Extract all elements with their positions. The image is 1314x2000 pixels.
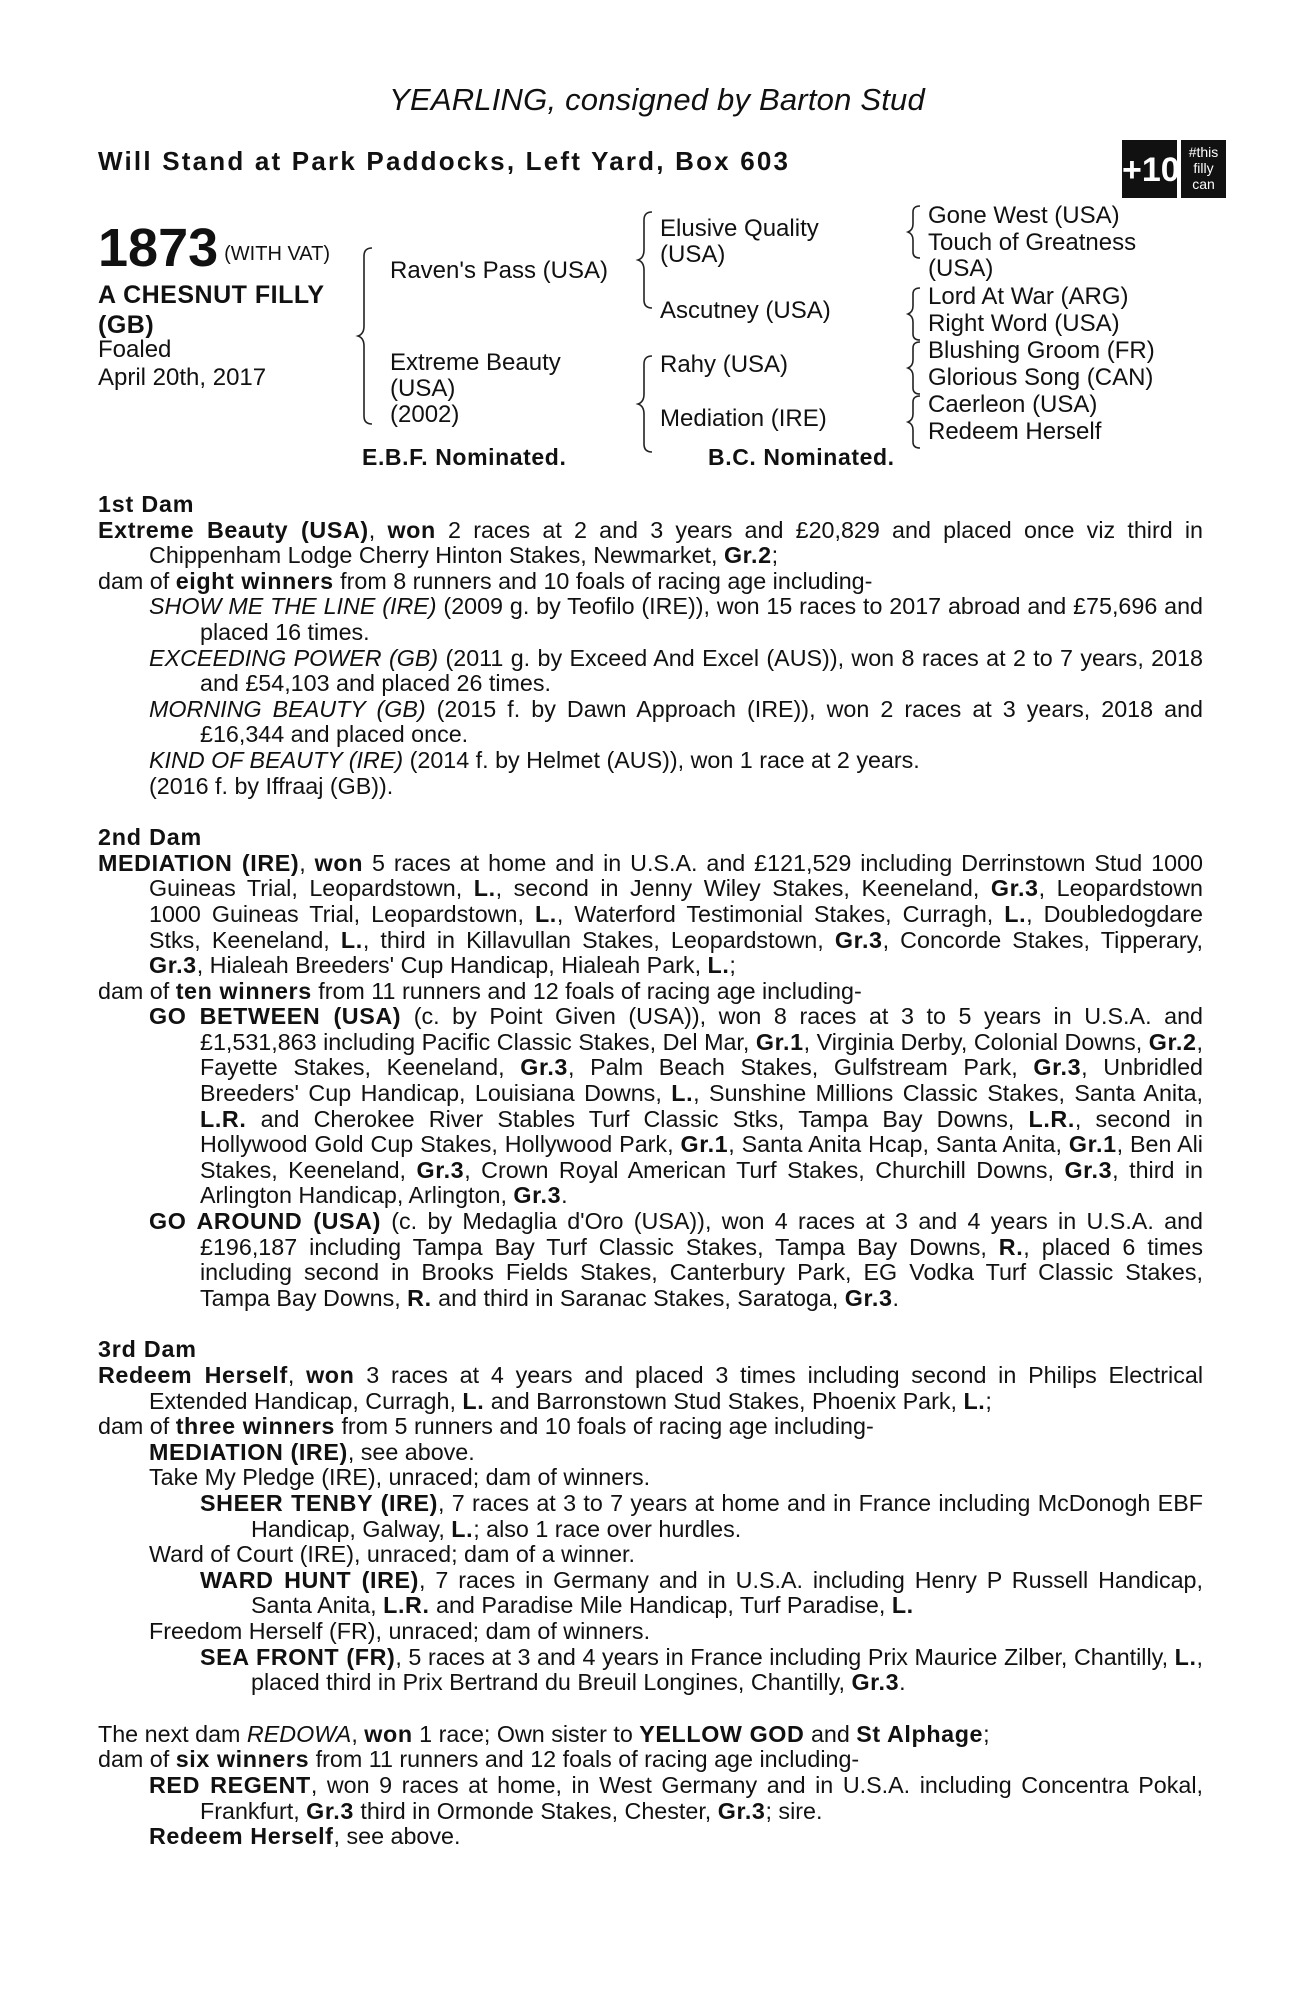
ped-ddd: Redeem Herself xyxy=(928,418,1102,445)
produce-item: SHOW ME THE LINE (IRE) (2009 g. by Teofilo (IRE)), won 15 races to 2017 abroad and £75,696 and placed 16 times. xyxy=(149,593,1204,645)
brace-ds xyxy=(908,342,920,394)
section-heading: 2nd Dam xyxy=(98,824,202,851)
produce-item: Freedom Herself (FR), unraced; dam of winners. xyxy=(149,1617,651,1644)
ped-dam-dam: Mediation (IRE) xyxy=(660,405,827,432)
brace-ss xyxy=(908,206,920,258)
first-dam-section xyxy=(98,492,1203,799)
dam-produce-intro: dam of eight winners from 8 runners and 10 foals of racing age including- xyxy=(98,567,873,594)
dam-produce-intro: dam of ten winners from 11 runners and 12 foals of racing age including- xyxy=(98,977,862,1004)
produce-item: MORNING BEAUTY (GB) (2015 f. by Dawn Approach (IRE)), won 2 races at 3 years, 2018 and £16,344 and placed once. xyxy=(149,695,1203,748)
catalogue-body xyxy=(98,492,1203,1850)
produce-item: MEDIATION (IRE), see above. xyxy=(149,1438,475,1465)
section-heading: 1st Dam xyxy=(98,491,195,517)
second-dam-section xyxy=(98,825,1203,1311)
third-dam-section xyxy=(98,1337,1203,1695)
produce-item: Ward of Court (IRE), unraced; dam of a winner. xyxy=(149,1541,635,1568)
produce-item: (2016 f. by Iffraaj (GB)). xyxy=(149,772,394,799)
dam-produce-intro: dam of three winners from 5 runners and 10 foals of racing age including- xyxy=(98,1413,874,1440)
lot-number: 1873 (WITH VAT) xyxy=(98,218,331,278)
dam-summary: MEDIATION (IRE), won 5 races at home and in U.S.A. and £121,529 including Derrinstown Stud 1000 Guineas Trial, Leopardstown, L., second in Jenny Wiley Stakes, Keeneland, Gr.3, Leopardstown 1000 Guineas Trial, Leopardstown, L., Waterford Testimonial Stakes, Curragh, L., Doubledogdare Stks, Keeneland, L., third in Killavullan Stakes, Leopardstown, Gr.3, Concorde Stakes, Tipperary, Gr.3, Hialeah Breeders' Cup Handicap, Hialeah Park, L.; xyxy=(98,849,1204,979)
ped-sss: Gone West (USA) xyxy=(928,202,1120,229)
ped-ssd: Touch of Greatness (USA) xyxy=(928,229,1137,282)
brace-gen1 xyxy=(358,248,372,424)
produce-item: SHEER TENBY (IRE), 7 races at 3 to 7 years at home and in France including McDonogh EBF Handicap, Galway, L.; also 1 race over hurdles. xyxy=(200,1489,1203,1542)
this-filly-can-badge: #this filly can xyxy=(1181,140,1226,198)
bc-nominated: B.C. Nominated. xyxy=(708,444,895,470)
dam-produce-intro: dam of six winners from 11 runners and 12 foals of racing age including- xyxy=(98,1746,860,1773)
produce-item: EXCEEDING POWER (GB) (2011 g. by Exceed And Excel (AUS)), won 8 races at 2 to 7 years, 2018 and £54,103 and placed 26 times. xyxy=(149,644,1203,697)
produce-item: RED REGENT, won 9 races at home, in West Germany and in U.S.A. including Concentra Pokal, Frankfurt, Gr.3 third in Ormonde Stakes, Chester, Gr.3; sire. xyxy=(149,1771,1203,1824)
next-dam-summary: The next dam REDOWA, won 1 race; Own sister to YELLOW GOD and St Alphage; xyxy=(98,1720,990,1747)
ped-dsd: Glorious Song (CAN) xyxy=(928,364,1154,391)
next-dam-section xyxy=(98,1722,1203,1850)
brace-dam xyxy=(638,356,652,452)
ped-sdd: Right Word (USA) xyxy=(928,310,1120,337)
dam-summary: Redeem Herself, won 3 races at 4 years and placed 3 times including second in Philips Electrical Extended Handicap, Curragh, L. and Barronstown Stud Stakes, Phoenix Park, L.; xyxy=(98,1362,1203,1414)
page-header: YEARLING, consigned by Barton Stud xyxy=(389,82,925,117)
produce-item: Take My Pledge (IRE), unraced; dam of winners. xyxy=(149,1464,651,1491)
ebf-nominated: E.B.F. Nominated. xyxy=(362,444,567,470)
ped-sds: Lord At War (ARG) xyxy=(928,283,1129,310)
produce-item: SEA FRONT (FR), 5 races at 3 and 4 years in France including Prix Maurice Zilber, Chantilly, L., placed third in Prix Bertrand du Breuil Longines, Chantilly, Gr.3. xyxy=(200,1643,1204,1696)
brace-sd xyxy=(908,288,920,340)
ped-dam: Extreme Beauty (USA) (2002) xyxy=(390,349,561,428)
plus10-badge: +10 xyxy=(1122,140,1177,198)
ped-dss: Blushing Groom (FR) xyxy=(928,337,1155,364)
produce-item: WARD HUNT (IRE), 7 races in Germany and in U.S.A. including Henry P Russell Handicap, Santa Anita, L.R. and Paradise Mile Handicap, Turf Paradise, L. xyxy=(200,1566,1203,1619)
ped-dds: Caerleon (USA) xyxy=(928,391,1098,418)
horse-description: A CHESNUT FILLY (GB) xyxy=(98,281,325,339)
produce-item: Redeem Herself, see above. xyxy=(149,1823,461,1850)
brace-dd xyxy=(908,396,920,448)
ped-dam-sire: Rahy (USA) xyxy=(660,351,789,378)
produce-item: GO AROUND (USA) (c. by Medaglia d'Oro (USA)), won 4 races at 3 and 4 years in U.S.A. and £196,187 including Tampa Bay Turf Classic Stakes, Tampa Bay Downs, R., placed 6 times including second in Brooks Fields Stakes, Canterbury Park, EG Vodka Turf Classic Stakes, Tampa Bay Downs, R. and third in Saranac Stakes, Saratoga, Gr.3. xyxy=(149,1208,1203,1311)
section-heading: 3rd Dam xyxy=(98,1336,197,1363)
ped-sire: Raven's Pass (USA) xyxy=(390,257,608,284)
produce-item: KIND OF BEAUTY (IRE) (2014 f. by Helmet (AUS)), won 1 race at 2 years. xyxy=(149,746,920,773)
ped-sire-sire: Elusive Quality (USA) xyxy=(660,215,819,268)
brace-sire xyxy=(638,212,652,308)
stand-location: Will Stand at Park Paddocks, Left Yard, Box 603 xyxy=(98,146,791,176)
foaled-info: Foaled April 20th, 2017 xyxy=(98,336,267,391)
ped-sire-dam: Ascutney (USA) xyxy=(660,297,831,324)
dam-summary: Extreme Beauty (USA), won 2 races at 2 and 3 years and £20,829 and placed once viz third in Chippenham Lodge Cherry Hinton Stakes, Newmarket, Gr.2; xyxy=(98,516,1204,569)
produce-item: GO BETWEEN (USA) (c. by Point Given (USA)), won 8 races at 3 to 5 years in U.S.A. and £1,531,863 including Pacific Classic Stakes, Del Mar, Gr.1, Virginia Derby, Colonial Downs, Gr.2, Fayette Stakes, Keeneland, Gr.3, Palm Beach Stakes, Gulfstream Park, Gr.3, Unbridled Breeders' Cup Handicap, Louisiana Downs, L., Sunshine Millions Classic Stakes, Santa Anita, L.R. and Cherokee River Stables Turf Classic Stks, Tampa Bay Downs, L.R., second in Hollywood Gold Cup Stakes, Hollywood Park, Gr.1, Santa Anita Hcap, Santa Anita, Gr.1, Ben Ali Stakes, Keeneland, Gr.3, Crown Royal American Turf Stakes, Churchill Downs, Gr.3, third in Arlington Handicap, Arlington, Gr.3. xyxy=(149,1003,1203,1209)
